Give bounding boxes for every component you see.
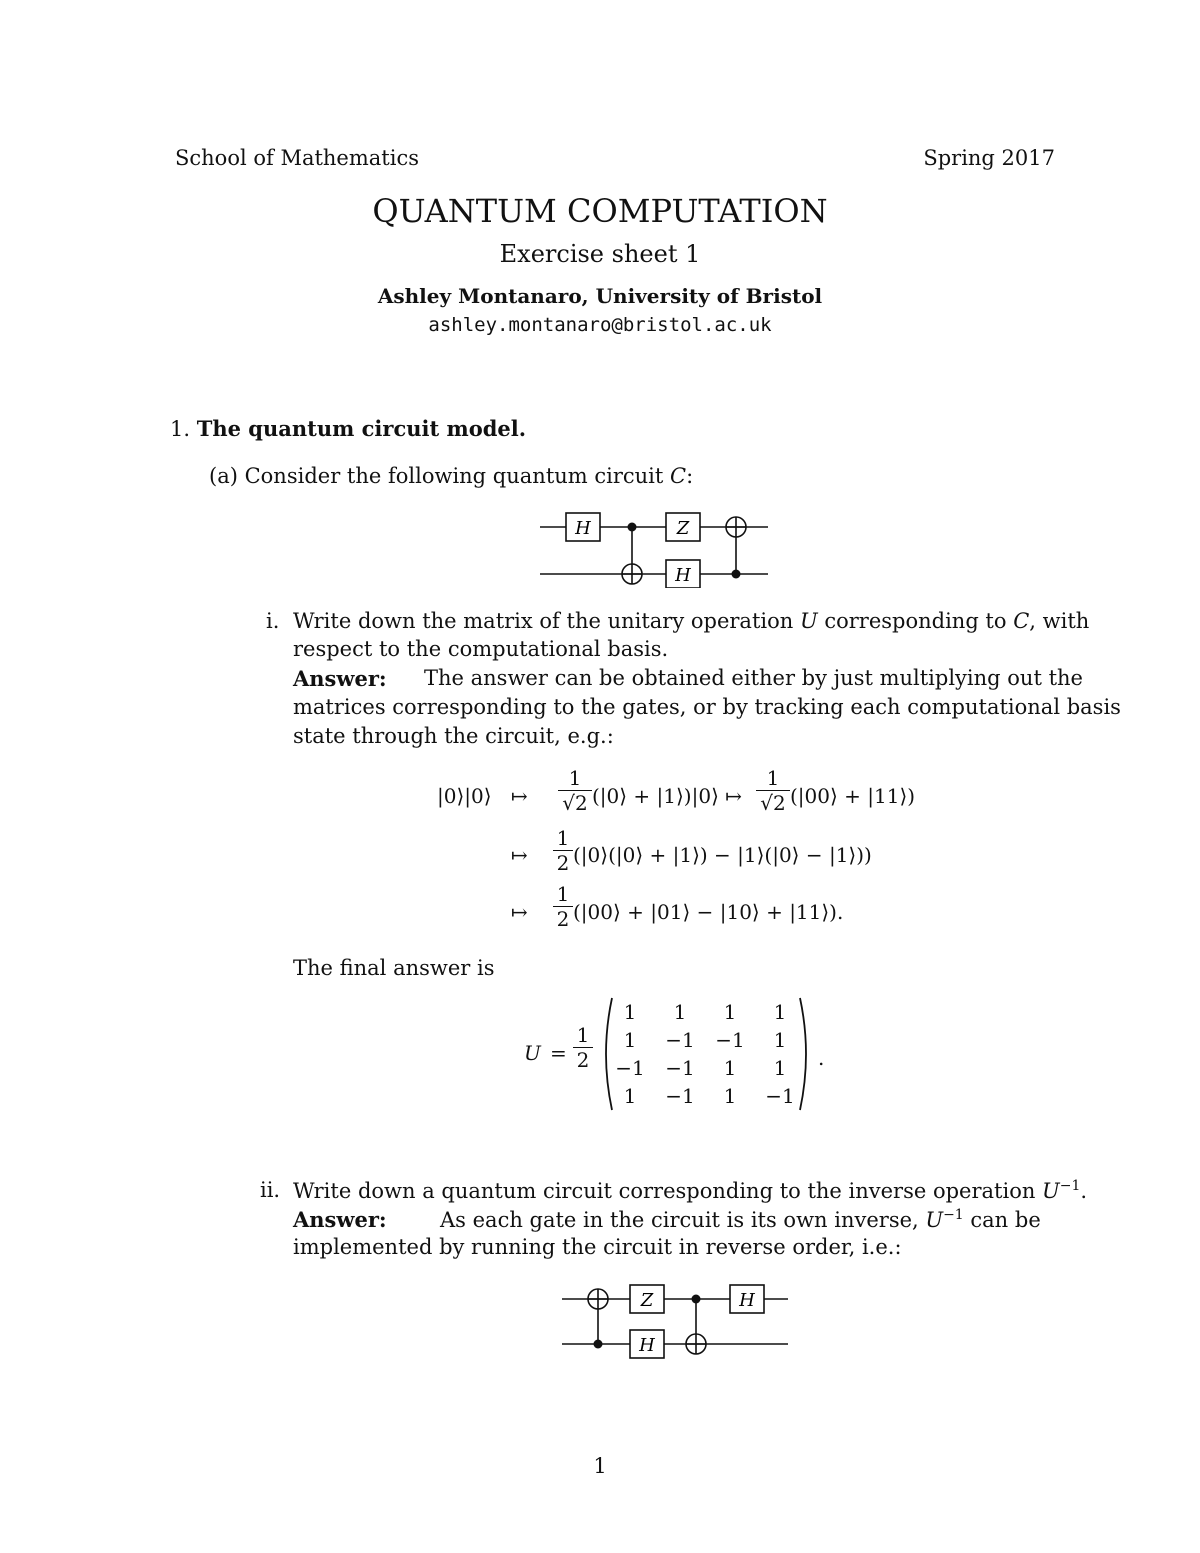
matrix-cell: 1 xyxy=(673,1000,687,1024)
question-i-line1 xyxy=(293,609,1089,633)
answer-ii-line1 xyxy=(440,1207,1041,1232)
frac-denominator: 2 xyxy=(576,1048,590,1072)
superscript-minus-one: −1 xyxy=(1059,1178,1081,1194)
term: Spring 2017 xyxy=(923,146,1055,170)
matrix-cell: −1 xyxy=(715,1028,745,1052)
symbol-u: U xyxy=(799,609,818,633)
part-a-text xyxy=(209,464,693,488)
section-number: 1. xyxy=(170,417,191,441)
matrix-cell: 1 xyxy=(623,1000,637,1024)
part-a-label: (a) xyxy=(209,464,238,488)
gate-label-h2: H xyxy=(739,1290,755,1311)
superscript-minus-one: −1 xyxy=(943,1207,964,1223)
symbol-c: C xyxy=(1013,609,1030,633)
matrix-cell: 1 xyxy=(773,1056,787,1080)
derivation-row1-frac2 xyxy=(756,766,790,815)
matrix-cell: 1 xyxy=(723,1056,737,1080)
answer-i-line3: state through the circuit, e.g.: xyxy=(293,724,614,748)
question-ii-label: ii. xyxy=(260,1178,281,1202)
derivation-arrow-1: ↦ xyxy=(511,784,528,808)
section-title: The quantum circuit model. xyxy=(196,416,527,441)
question-i-text-a: Write down the matrix of the unitary operation xyxy=(293,609,800,633)
derivation-arrow-3: ↦ xyxy=(511,900,528,924)
derivation-row3-expr: (|00⟩ + |01⟩ − |10⟩ + |11⟩). xyxy=(573,900,844,924)
answer-ii-text-b: can be xyxy=(963,1208,1041,1232)
derivation-arrow-2: ↦ xyxy=(511,843,528,867)
author-email: ashley.montanaro@bristol.ac.uk xyxy=(428,314,772,336)
matrix-cell: −1 xyxy=(665,1056,695,1080)
frac-denominator: 2 xyxy=(556,851,570,875)
cnot-control-1 xyxy=(628,523,637,532)
derivation-row3-frac xyxy=(553,882,573,931)
circuit-inverse-diagram xyxy=(562,1284,790,1364)
matrix-cell: 1 xyxy=(723,1000,737,1024)
gate-label-z: Z xyxy=(676,518,690,539)
derivation-row2-frac xyxy=(553,826,573,875)
frac-numerator: 1 xyxy=(556,826,570,850)
question-i-label: i. xyxy=(266,609,280,633)
frac-numerator: 1 xyxy=(766,766,780,790)
matrix-period: . xyxy=(818,1046,825,1070)
gate-label-z: Z xyxy=(640,1290,654,1311)
matrix-scalar-frac xyxy=(573,1023,593,1072)
final-answer-text: The final answer is xyxy=(293,956,495,980)
matrix-equals: = xyxy=(550,1041,567,1065)
circuit-symbol: C xyxy=(670,464,687,488)
derivation-row1-end: (|00⟩ + |11⟩) xyxy=(790,784,916,808)
cnot-control-2 xyxy=(692,1295,701,1304)
author: Ashley Montanaro, University of Bristol xyxy=(377,284,823,308)
answer-i-line2: matrices corresponding to the gates, or by tracking each computational basis xyxy=(293,695,1121,719)
derivation-row2-expr: (|0⟩(|0⟩ + |1⟩) − |1⟩(|0⟩ − |1⟩)) xyxy=(573,843,872,867)
question-ii-period: . xyxy=(1080,1179,1088,1203)
question-ii-text: Write down a quantum circuit corresponding to the inverse operation xyxy=(293,1179,1043,1203)
cnot-control-1 xyxy=(594,1340,603,1349)
matrix-lhs: U xyxy=(524,1041,541,1065)
frac-numerator: 1 xyxy=(556,882,570,906)
answer-label-i: Answer: xyxy=(293,666,387,691)
gate-label-h1: H xyxy=(639,1335,655,1356)
answer-label-ii: Answer: xyxy=(293,1207,387,1232)
matrix-cell: 1 xyxy=(723,1084,737,1108)
matrix-cell: 1 xyxy=(773,1028,787,1052)
answer-ii-line2: implemented by running the circuit in reverse order, i.e.: xyxy=(293,1235,902,1259)
symbol-u-inverse: U xyxy=(925,1208,944,1232)
gate-label-h2: H xyxy=(675,565,691,586)
part-a-statement: Consider the following quantum circuit xyxy=(244,464,670,488)
matrix-cell: 1 xyxy=(623,1028,637,1052)
matrix-cell: −1 xyxy=(615,1056,645,1080)
matrix-cell: −1 xyxy=(665,1028,695,1052)
question-i-line2: respect to the computational basis. xyxy=(293,637,669,661)
question-ii-line1 xyxy=(293,1178,1087,1203)
question-i-text-b: corresponding to xyxy=(817,609,1014,633)
derivation-row1-frac1 xyxy=(558,766,592,815)
frac-denominator: √2 xyxy=(760,791,786,815)
symbol-u-inverse: U xyxy=(1042,1179,1060,1203)
derivation-row1-mid: (|0⟩ + |1⟩)|0⟩ ↦ xyxy=(592,784,742,808)
frac-numerator: 1 xyxy=(568,766,582,790)
section-heading xyxy=(170,416,526,441)
cnot-control-2 xyxy=(732,570,741,579)
circuit-c-diagram xyxy=(540,508,770,588)
page-number: 1 xyxy=(593,1454,607,1478)
school-name: School of Mathematics xyxy=(175,146,419,170)
gate-label-h1: H xyxy=(575,518,591,539)
frac-numerator: 1 xyxy=(576,1023,590,1047)
part-a-colon: : xyxy=(686,464,694,488)
frac-denominator: √2 xyxy=(562,791,588,815)
answer-ii-text-a: As each gate in the circuit is its own inverse, xyxy=(440,1208,926,1232)
question-i-text-d: , with xyxy=(1029,609,1090,633)
page-subtitle: Exercise sheet 1 xyxy=(499,240,701,268)
matrix-cell: 1 xyxy=(773,1000,787,1024)
answer-i-line1: The answer can be obtained either by just multiplying out the xyxy=(424,666,1083,690)
matrix-cell: 1 xyxy=(623,1084,637,1108)
page-title: QUANTUM COMPUTATION xyxy=(372,192,828,230)
matrix-cell: −1 xyxy=(665,1084,695,1108)
derivation-lhs: |0⟩|0⟩ xyxy=(437,784,492,808)
frac-denominator: 2 xyxy=(556,907,570,931)
matrix-cell: −1 xyxy=(765,1084,795,1108)
